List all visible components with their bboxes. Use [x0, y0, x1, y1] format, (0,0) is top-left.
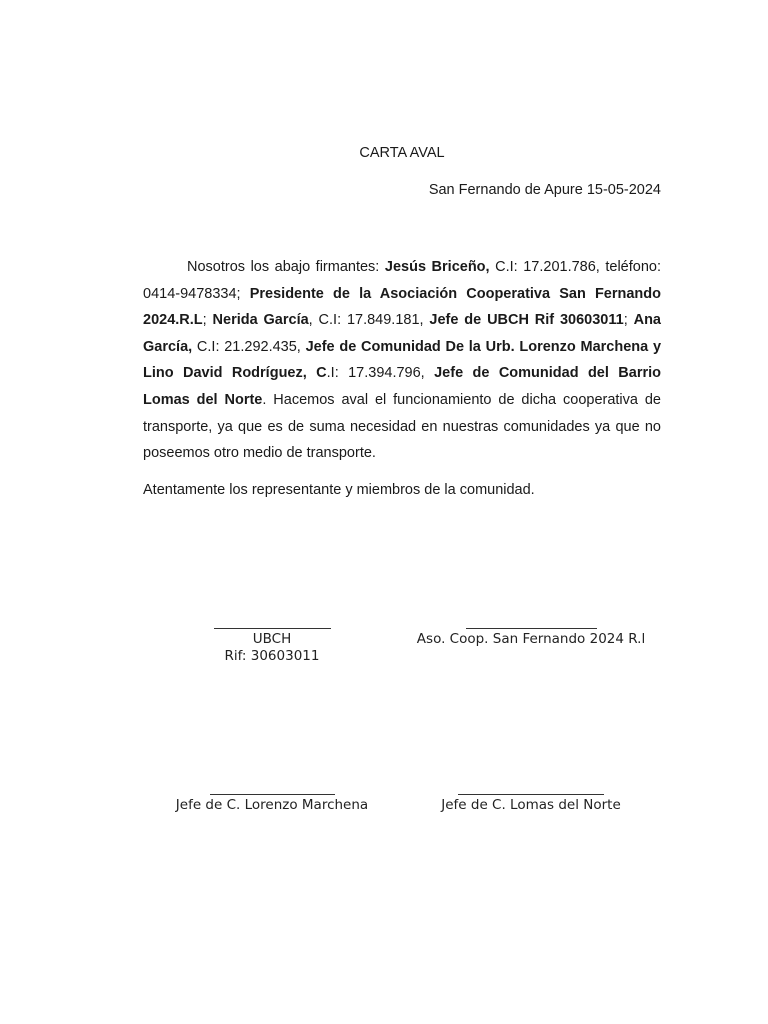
body-text-segment: , C.I: 17.849.181,: [308, 312, 430, 329]
signature-line: [210, 794, 335, 795]
signature-label: Aso. Coop. San Fernando 2024 R.l: [416, 631, 646, 647]
signer-name-jesus: Jesús Briceño,: [384, 259, 490, 275]
signature-line: [466, 628, 597, 629]
body-text-segment: C.I: 17.201.786, teléfono: 0414-9478334;: [143, 259, 662, 302]
signature-block-lorenzo: [160, 794, 384, 814]
body-text-segment: ;: [202, 312, 213, 329]
signer-name-ana: Ana García,: [143, 312, 661, 355]
body-text-segment: ;: [623, 312, 634, 329]
document-title: CARTA AVAL: [359, 145, 445, 161]
closing-line: Atentamente los representante y miembros de la comunidad.: [143, 482, 535, 498]
body-text-segment: C.I: 21.292.435,: [192, 338, 306, 355]
signature-block-ubch: [193, 628, 351, 665]
signer-role-ubch: Jefe de UBCH Rif 30603011: [429, 312, 624, 329]
signature-block-cooperativa: [398, 628, 664, 648]
signature-line: [214, 628, 331, 629]
signature-label: Jefe de C. Lomas del Norte: [441, 797, 621, 813]
date-line: San Fernando de Apure 15-05-2024: [428, 182, 661, 198]
body-text-segment: .I: 17.394.796,: [326, 365, 435, 382]
body-paragraph: [143, 254, 661, 467]
signature-line: [458, 794, 604, 795]
signer-name-nerida: Nerida García: [212, 312, 309, 329]
body-text-segment: . Hacemos aval el funcionamiento de dicha cooperativa de transporte, ya que es de suma necesidad en nuestras comunidades ya que no poseemos otro medio de transporte.: [143, 391, 661, 462]
signature-block-lomas: [425, 794, 637, 814]
signer-role-presidente: Presidente de la Asociación Cooperativa San Fernando 2024.R.L: [143, 285, 661, 329]
signer-role-lorenzo: Jefe de Comunidad De la Urb. Lorenzo Marchena y Lino David Rodríguez, C: [143, 338, 662, 382]
signer-role-lomas: Jefe de Comunidad del Barrio Lomas del Norte: [143, 365, 661, 408]
body-text-segment: Nosotros los abajo firmantes:: [187, 259, 385, 275]
signature-rif: Rif: 30603011: [224, 648, 320, 664]
signature-label: UBCH: [252, 631, 292, 647]
signature-label: Jefe de C. Lorenzo Marchena: [175, 797, 369, 813]
